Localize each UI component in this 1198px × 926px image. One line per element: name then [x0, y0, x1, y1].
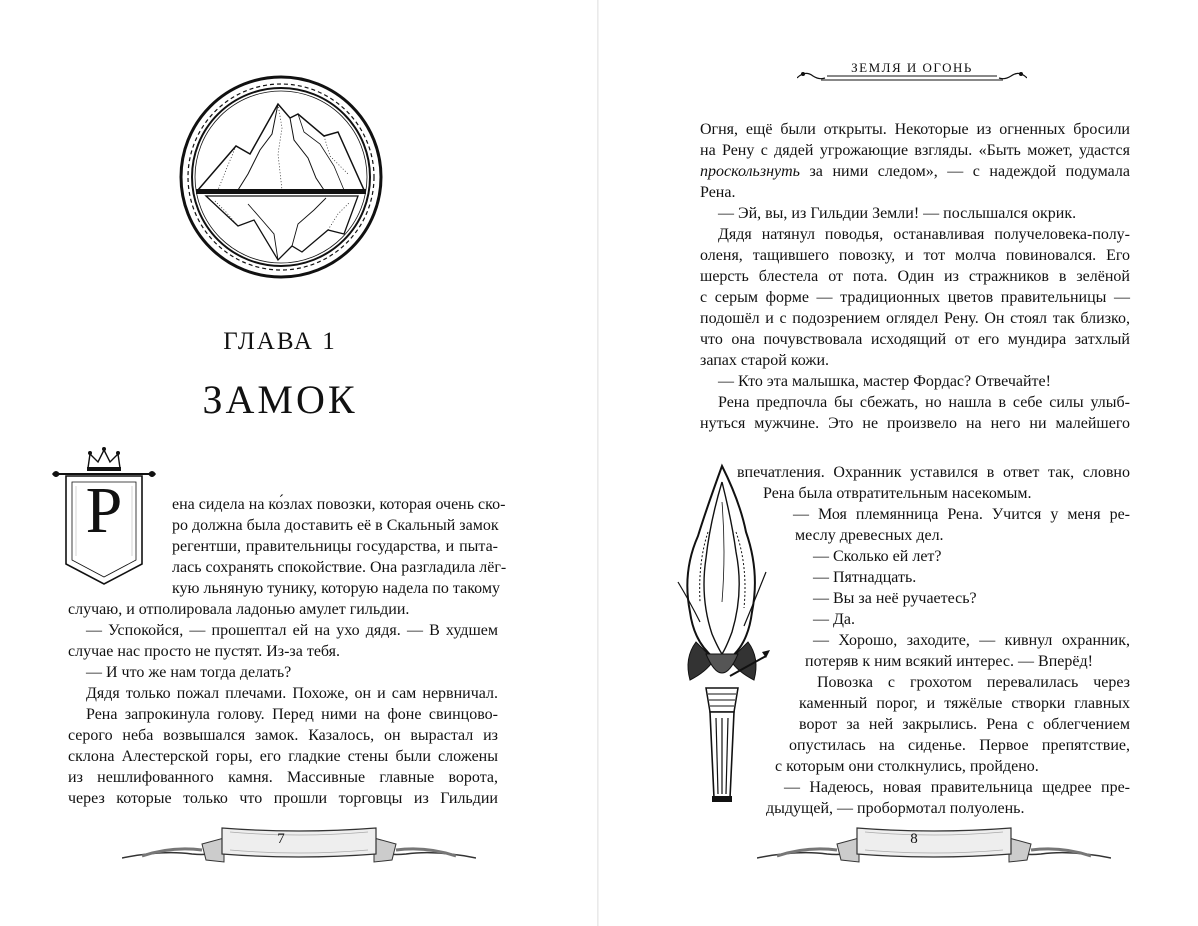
- text-line: с серым форме — традиционных цветов правительницы —: [700, 289, 1130, 306]
- text-line: Дядя только пожал плечами. Похоже, он и сам нервничал.: [86, 685, 498, 702]
- text-line: — Сколько ей лет?: [813, 548, 942, 565]
- dropcap-paragraph-lines: [172, 494, 507, 599]
- text-line: — Эй, вы, из Гильдии Земли! — послышался окрик.: [718, 205, 1077, 222]
- text-line: Повозка с грохотом перевалилась через: [817, 674, 1130, 691]
- text-line: шерсть блестела от пота. Один из стражников в зелёной: [700, 268, 1130, 285]
- text-line: — Моя племянница Рена. Учится у меня ре-: [793, 506, 1130, 523]
- text-line: Огня, ещё были открыты. Некоторые из огненных бросили: [700, 121, 1130, 138]
- text-line: опустилась на сиденье. Первое препятствие,: [789, 737, 1130, 754]
- chapter-label: ГЛАВА 1: [223, 328, 337, 355]
- text-line: Рена.: [700, 184, 736, 201]
- running-head: ЗЕМЛЯ И ОГОНЬ: [851, 60, 973, 75]
- text-line: нуться мужчине. Это не произвело на него ни малейшего: [700, 415, 1130, 432]
- text-line: — Да.: [813, 611, 856, 628]
- text-line: случае нас просто не пустят. Из-за тебя.: [68, 643, 341, 660]
- text-line: [700, 161, 1130, 182]
- text-line: Дядя натянул поводья, останавливая получеловека-полу-: [718, 226, 1130, 243]
- text-line: — Хорошо, заходите, — кивнул охранник,: [813, 632, 1130, 649]
- text-line: запах старой кожи.: [700, 352, 830, 369]
- text-line: Рена запрокинула голову. Перед ними на фоне свинцово-: [86, 706, 498, 723]
- text-line: кую льняную тунику, которую надела по такому: [172, 580, 500, 597]
- text-line: что она почувствовала исходящий от его мундира затхлый: [700, 331, 1130, 348]
- left-page-number: 7: [277, 831, 285, 847]
- right-page-number: 8: [910, 831, 918, 847]
- text-line: Рена была отвратительным насекомым.: [763, 485, 1032, 502]
- text-line: лась сохранять спокойствие. Она разгладила лёг-: [172, 559, 507, 576]
- text-line: ворот за ней закрылись. Рена с облегчением: [799, 716, 1130, 733]
- text-line: Рена предпочла бы сбежать, но нашла в себе силы улыб-: [718, 394, 1130, 411]
- text-line: через которые только что прошли торговцы из Гильдии: [68, 790, 498, 807]
- text-line: — Надеюсь, новая правительница щедрее пре-: [784, 779, 1130, 796]
- right-footer-ribbon-icon: [757, 820, 1111, 868]
- text-line: — Кто эта малышка, мастер Фордас? Отвечайте!: [718, 373, 1051, 390]
- right-body-text: [700, 119, 1130, 434]
- chapter-title: ЗАМОК: [202, 377, 358, 422]
- text-line: впечатления. Охранник уставился в ответ так, словно: [737, 464, 1130, 481]
- text-line: ена сидела на ко́злах повозки, которая очень ско-: [172, 496, 506, 513]
- torch-wrap-text: [737, 462, 1130, 819]
- text-line: меслу древесных дел.: [795, 527, 944, 544]
- drop-cap: Р: [85, 474, 123, 547]
- text-line: потеряв к ним всякий интерес. — Вперёд!: [805, 653, 1093, 670]
- text-line: подошёл и с подозрением оглядел Рену. Он стоял так близко,: [700, 310, 1130, 327]
- text-line: из нешлифованного камня. Массивные главные ворота,: [68, 769, 498, 786]
- text-line: с которым они столкнулись, пройдено.: [775, 758, 1039, 775]
- text-line: — И что же нам тогда делать?: [86, 664, 292, 681]
- text-line: оленя, тащившего повозку, и тот молча повиновался. Его: [700, 247, 1130, 264]
- left-page: [0, 0, 598, 926]
- italic-word: проскользнуть: [700, 163, 800, 180]
- mountain-emblem-icon: [178, 74, 384, 280]
- text-line-rest: за ними следом», — с надеждой подумала: [799, 163, 1130, 180]
- text-line: — Пятнадцать.: [813, 569, 917, 586]
- text-line: склона Алестерской горы, его гладкие стены были сложены: [68, 748, 498, 765]
- text-line: регентши, правительницы государства, и пыта-: [172, 538, 498, 555]
- text-line: ро должна была доставить её в Скальный замок: [172, 517, 499, 534]
- text-line: — Вы за неё ручаетесь?: [813, 590, 977, 607]
- text-line: каменный порог, и тяжёлые створки главных: [799, 695, 1130, 712]
- text-line: на Рену с дядей угрожающие взгляды. «Быть может, удастся: [700, 142, 1130, 159]
- left-body-text: [68, 599, 498, 809]
- text-line: — Успокойся, — прошептал ей на ухо дядя. — В худшем: [86, 622, 498, 639]
- text-line: дыдущей, — пробормотал полуолень.: [766, 800, 1025, 817]
- text-line: случаю, и отполировала ладонью амулет гильдии.: [68, 601, 410, 618]
- text-line: серого неба возвышался замок. Казалось, он вырастал из: [68, 727, 498, 744]
